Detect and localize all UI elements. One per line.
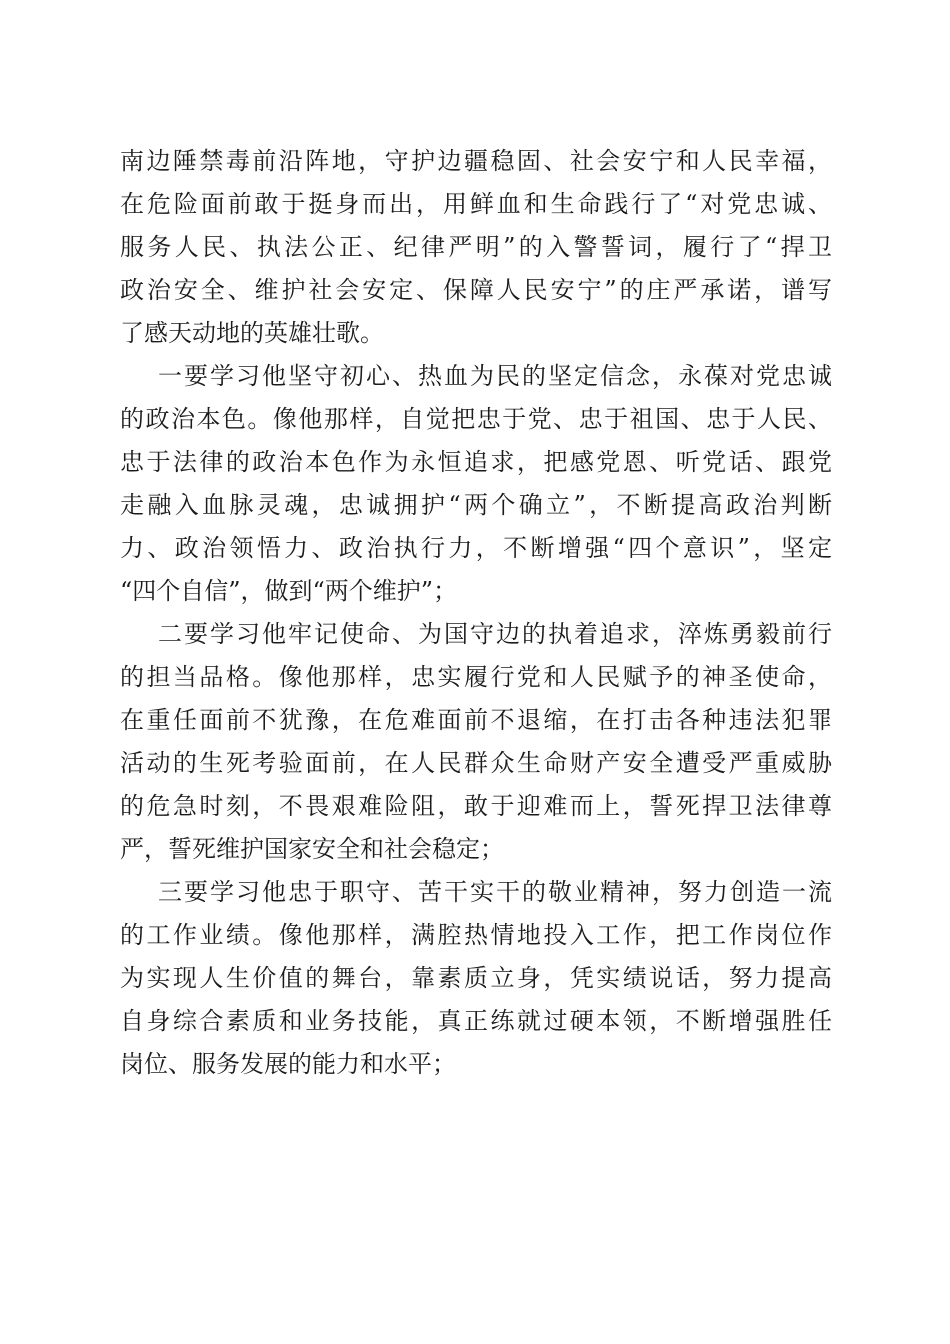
text-line: 南边陲禁毒前沿阵地，守护边疆稳固、社会安宁和人民幸福， (120, 147, 832, 175)
text-line: 力、政治领悟力、政治执行力，不断增强“四个意识”，坚定 (120, 534, 832, 562)
document-page (120, 140, 832, 1086)
text-line: 的工作业绩。像他那样，满腔热情地投入工作，把工作岗位作 (120, 921, 832, 949)
text-line: “四个自信”，做到“两个维护”； (120, 577, 458, 605)
text-line: 岗位、服务发展的能力和水平； (120, 1050, 456, 1078)
text-line: 在危险面前敢于挺身而出，用鲜血和生命践行了“对党忠诚、 (120, 190, 832, 218)
text-line: 的政治本色。像他那样，自觉把忠于党、忠于祖国、忠于人民、 (120, 405, 832, 433)
text-line: 自身综合素质和业务技能，真正练就过硬本领，不断增强胜任 (120, 1007, 832, 1035)
text-line: 的危急时刻，不畏艰难险阻，敢于迎难而上，誓死捍卫法律尊 (120, 792, 832, 820)
text-line: 忠于法律的政治本色作为永恒追求，把感党恩、听党话、跟党 (120, 448, 832, 476)
paragraph-point-one (120, 355, 832, 613)
text-line: 走融入血脉灵魂，忠诚拥护“两个确立”，不断提高政治判断 (120, 491, 832, 519)
paragraph-continuation (120, 140, 832, 355)
text-line: 三要学习他忠于职守、苦干实干的敬业精神，努力创造一流 (158, 878, 832, 906)
text-line: 活动的生死考验面前，在人民群众生命财产安全遭受严重威胁 (120, 749, 832, 777)
text-line: 二要学习他牢记使命、为国守边的执着追求，淬炼勇毅前行 (158, 620, 832, 648)
text-line: 服务人民、执法公正、纪律严明”的入警誓词，履行了“捍卫 (120, 233, 832, 261)
paragraph-point-two (120, 613, 832, 871)
text-line: 的担当品格。像他那样，忠实履行党和人民赋予的神圣使命， (120, 663, 832, 691)
text-line: 严，誓死维护国家安全和社会稳定； (120, 835, 504, 863)
text-line: 在重任面前不犹豫，在危难面前不退缩，在打击各种违法犯罪 (120, 706, 832, 734)
text-line: 一要学习他坚守初心、热血为民的坚定信念，永葆对党忠诚 (158, 362, 832, 390)
text-line: 政治安全、维护社会安定、保障人民安宁”的庄严承诺，谱写 (120, 276, 832, 304)
paragraph-point-three (120, 871, 832, 1086)
text-line: 了感天动地的英雄壮歌。 (120, 319, 384, 347)
text-line: 为实现人生价值的舞台，靠素质立身，凭实绩说话，努力提高 (120, 964, 832, 992)
